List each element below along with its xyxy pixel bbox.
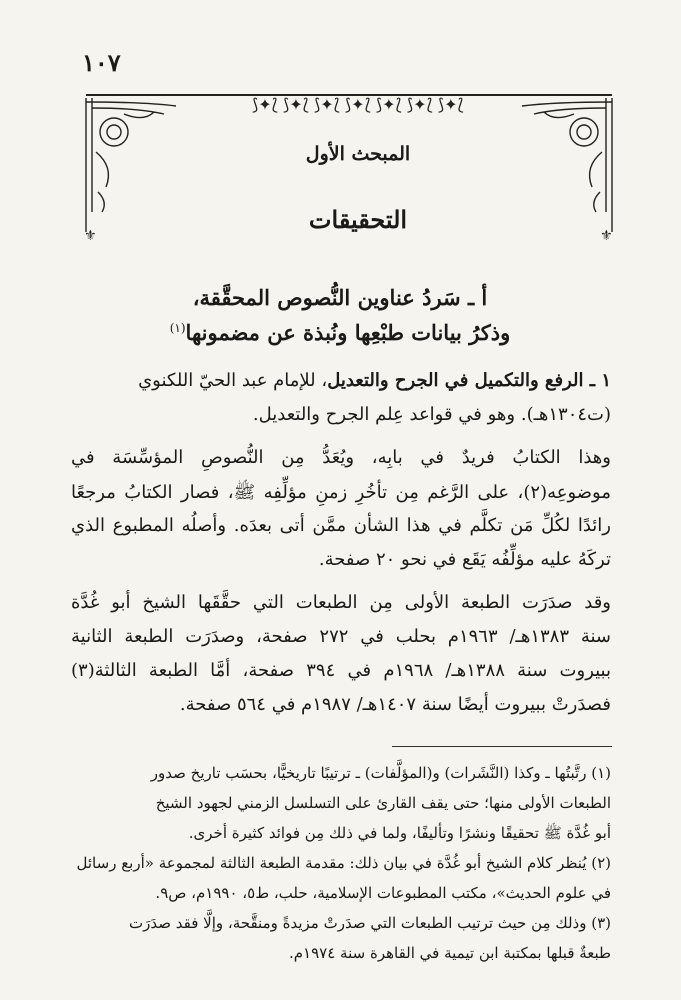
para3-line4: فصدَرتْ ببيروت أيضًا سنة ١٤٠٧هـ/ ١٩٨٧م في ٥٦٤ صفحة. (179, 694, 611, 715)
svg-text:⟆✦⟅ ⟆✦⟅ ⟆✦⟅ ⟆✦⟅ ⟆✦⟅ ⟆✦⟅ ⟆✦⟅: ⟆✦⟅ ⟆✦⟅ ⟆✦⟅ ⟆✦⟅ ⟆✦⟅ ⟆✦⟅ ⟆✦⟅ (252, 95, 464, 114)
para3-line1: وقد صدَرَت الطبعة الأولى مِن الطبعات التي حقَّقَها الشيخ أبو غُدَّة (71, 592, 611, 613)
subheading-line2 (70, 320, 610, 345)
section-heading: المبحث الأول (305, 143, 411, 165)
subheading-line1: أ ـ سَردُ عناوين النُّصوص المحقَّقة، (192, 285, 488, 310)
para2-line4: تركَهُ عليه مؤلِّفُه يَقَع في نحو ٢٠ صفحة. (318, 549, 611, 570)
item1-author: ، للإمام عبد الحيّ اللكنوي (138, 370, 328, 391)
footnote-2-line2: في علوم الحديث»، مكتب المطبوعات الإسلامية، حلب، ط٥، ١٩٩٠م، ص٩. (155, 884, 611, 902)
para3-line2: سنة ١٣٨٣هـ/ ١٩٦٣م بحلب في ٢٧٢ صفحة، وصدَرَت الطبعة الثانية (71, 626, 611, 647)
para3-line3: ببيروت سنة ١٣٨٨هـ/ ١٩٦٨م في ٣٩٤ صفحة، أمَّا الطبعة الثالثة(٣) (71, 660, 611, 681)
item1-title: ١ ـ الرفع والتكميل في الجرح والتعديل (327, 370, 611, 391)
svg-text:⚜: ⚜ (84, 228, 97, 242)
footnote-3-line1: (٣) وذلك مِن حيث ترتيب الطبعات التي صدَرتْ مزيدةً ومنقَّحة، وإلَّا فقد صدَرَت (129, 914, 611, 932)
item1-line1 (71, 370, 611, 391)
footnote-3-line2: طبعةٌ قبلها بمكتبة ابن تيمية في القاهرة سنة ١٩٧٤م. (288, 944, 611, 962)
footnote-2-line1: (٢) يُنظر كلام الشيخ أبو غُدَّة في بيان ذلك: مقدمة الطبعة الثالثة لمجموعة «أربع رسائل (76, 854, 611, 872)
page-number: ١٠٧ (82, 48, 121, 77)
footnote-1-line2: الطبعات الأولى منها؛ حتى يقف القارئ على التسلسل الزمني لجهود الشيخ (155, 794, 611, 812)
chapter-heading: التحقيقات (308, 205, 408, 234)
para2-line3: رائدًا لكُلِّ مَن تكلَّم في هذا الشأن ممَّن أتى بعدَه. وأصلُه المطبوع الذي (71, 515, 611, 536)
footnote-1-line3: أبو غُدَّة ﷺ تحقيقًا ونشرًا وتأليفًا، ولما في ذلك مِن فوائد كثيرة أخرى. (188, 824, 611, 842)
subheading-line2-text: وذكرُ بيانات طبْعِها ونُبذة عن مضمونها (185, 320, 511, 345)
footnote-separator (392, 746, 612, 747)
svg-text:⚜: ⚜ (600, 228, 613, 242)
item1-line2: (ت١٣٠٤هـ). وهو في قواعد عِلم الجرح والتعديل. (252, 404, 611, 425)
footnote-ref-1[interactable]: (١) (169, 321, 186, 335)
para2-line1: وهذا الكتابُ فريدٌ في بابِه، ويُعَدُّ مِن النُّصوصِ المؤسِّسَة في (71, 447, 611, 468)
footnote-1-line1: (١) رتَّبتُها ـ وكذا (النَّشَرات) و(المؤلَّفات) ـ ترتيبًا تاريخيًّا، بحسَب تاريخ صدور (150, 764, 611, 782)
para2-line2: موضوعِه(٢)، على الرَّغم مِن تأخُرِ زمنِ مؤلِّفِه ﷺ، فصار الكتابُ مرجعًا (71, 482, 611, 503)
